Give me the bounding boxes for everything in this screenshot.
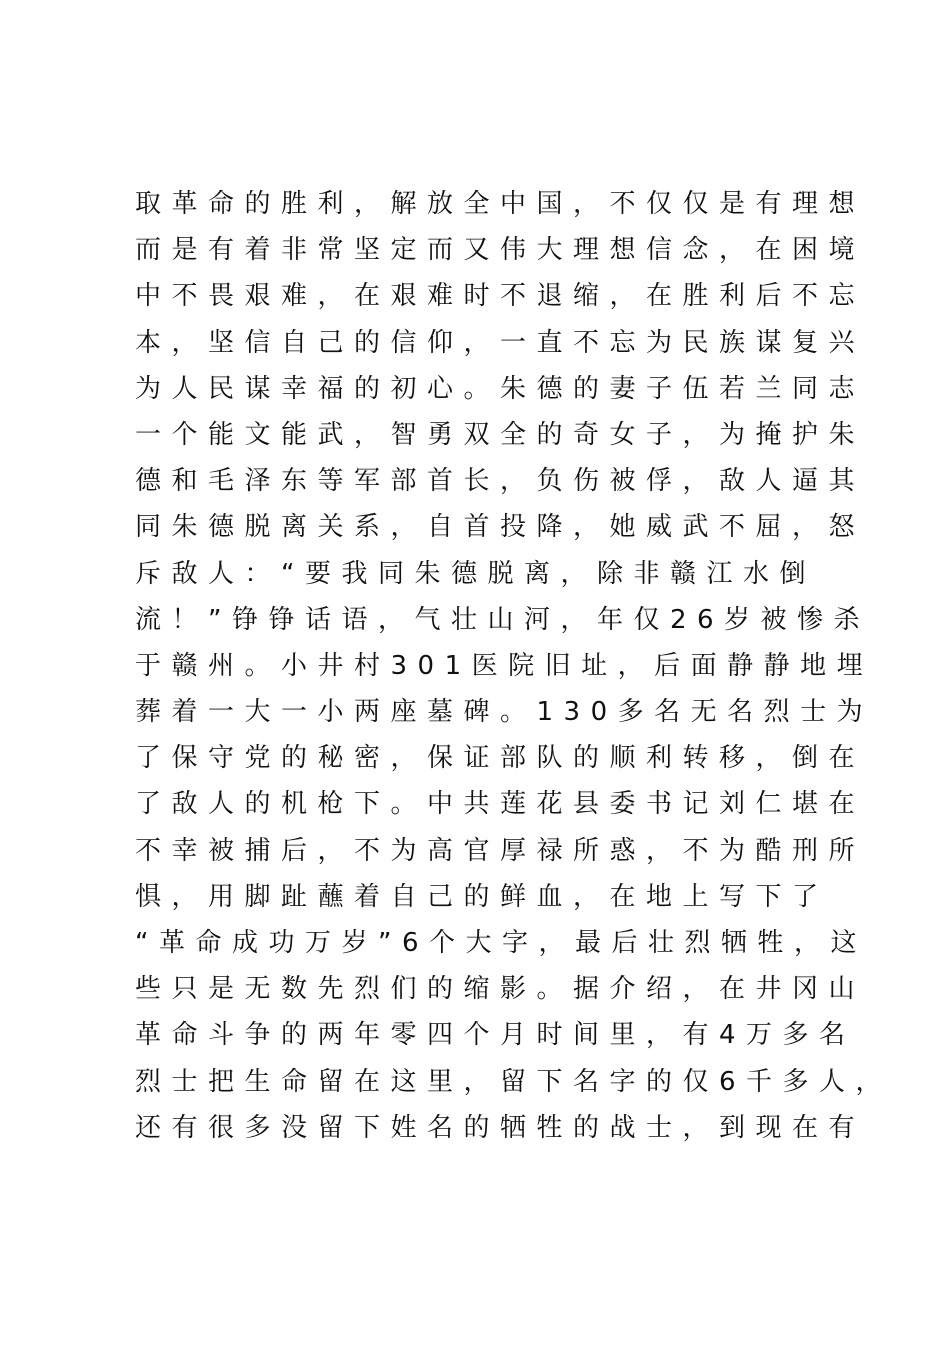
body-text — [135, 181, 893, 1151]
text-line: 斥敌人：“要我同朱德脱离，除非赣江水倒 — [135, 558, 816, 589]
text-line: 革命斗争的两年零四个月时间里，有4万多名 — [135, 1020, 856, 1051]
text-line: 惧，用脚趾蘸着自己的鲜血，在地上写下了 — [135, 881, 829, 912]
text-line: 烈士把生命留在这里，留下名字的仅6千多人， — [135, 1066, 893, 1097]
text-line: 取革命的胜利，解放全中国，不仅仅是有理想 — [135, 189, 866, 219]
text-line: 些只是无数先烈们的缩影。据介绍，在井冈山 — [135, 974, 866, 1005]
text-line: 于赣州。小井村301医院旧址，后面静静地埋 — [135, 650, 874, 681]
text-line: 一个能文能武，智勇双全的奇女子，为掩护朱 — [135, 419, 866, 450]
text-line: 中不畏艰难，在艰难时不退缩，在胜利后不忘 — [135, 281, 866, 312]
text-line: 而是有着非常坚定而又伟大理想信念，在困境 — [135, 235, 866, 266]
text-line: 不幸被捕后，不为高官厚禄所惑，不为酷刑所 — [135, 835, 866, 866]
text-line: 还有很多没留下姓名的牺牲的战士，到现在有 — [135, 1112, 866, 1143]
text-line: 流！”铮铮话语，气壮山河，年仅26岁被惨杀 — [135, 604, 871, 635]
text-line: 德和毛泽东等军部首长，负伤被俘，敌人逼其 — [135, 466, 866, 497]
text-line: 本，坚信自己的信仰，一直不忘为民族谋复兴 — [135, 327, 866, 358]
text-line: 了敌人的机枪下。中共莲花县委书记刘仁堪在 — [135, 789, 866, 820]
text-line: 为人民谋幸福的初心。朱德的妻子伍若兰同志 — [135, 373, 866, 404]
text-line: 同朱德脱离关系，自首投降，她威武不屈，怒 — [135, 512, 866, 543]
text-line: 葬着一大一小两座墓碑。130多名无名烈士为 — [135, 697, 874, 728]
text-line: 了保守党的秘密，保证部队的顺利转移，倒在 — [135, 743, 866, 774]
text-line: “革命成功万岁”6个大字，最后壮烈牺牲，这 — [135, 928, 867, 958]
